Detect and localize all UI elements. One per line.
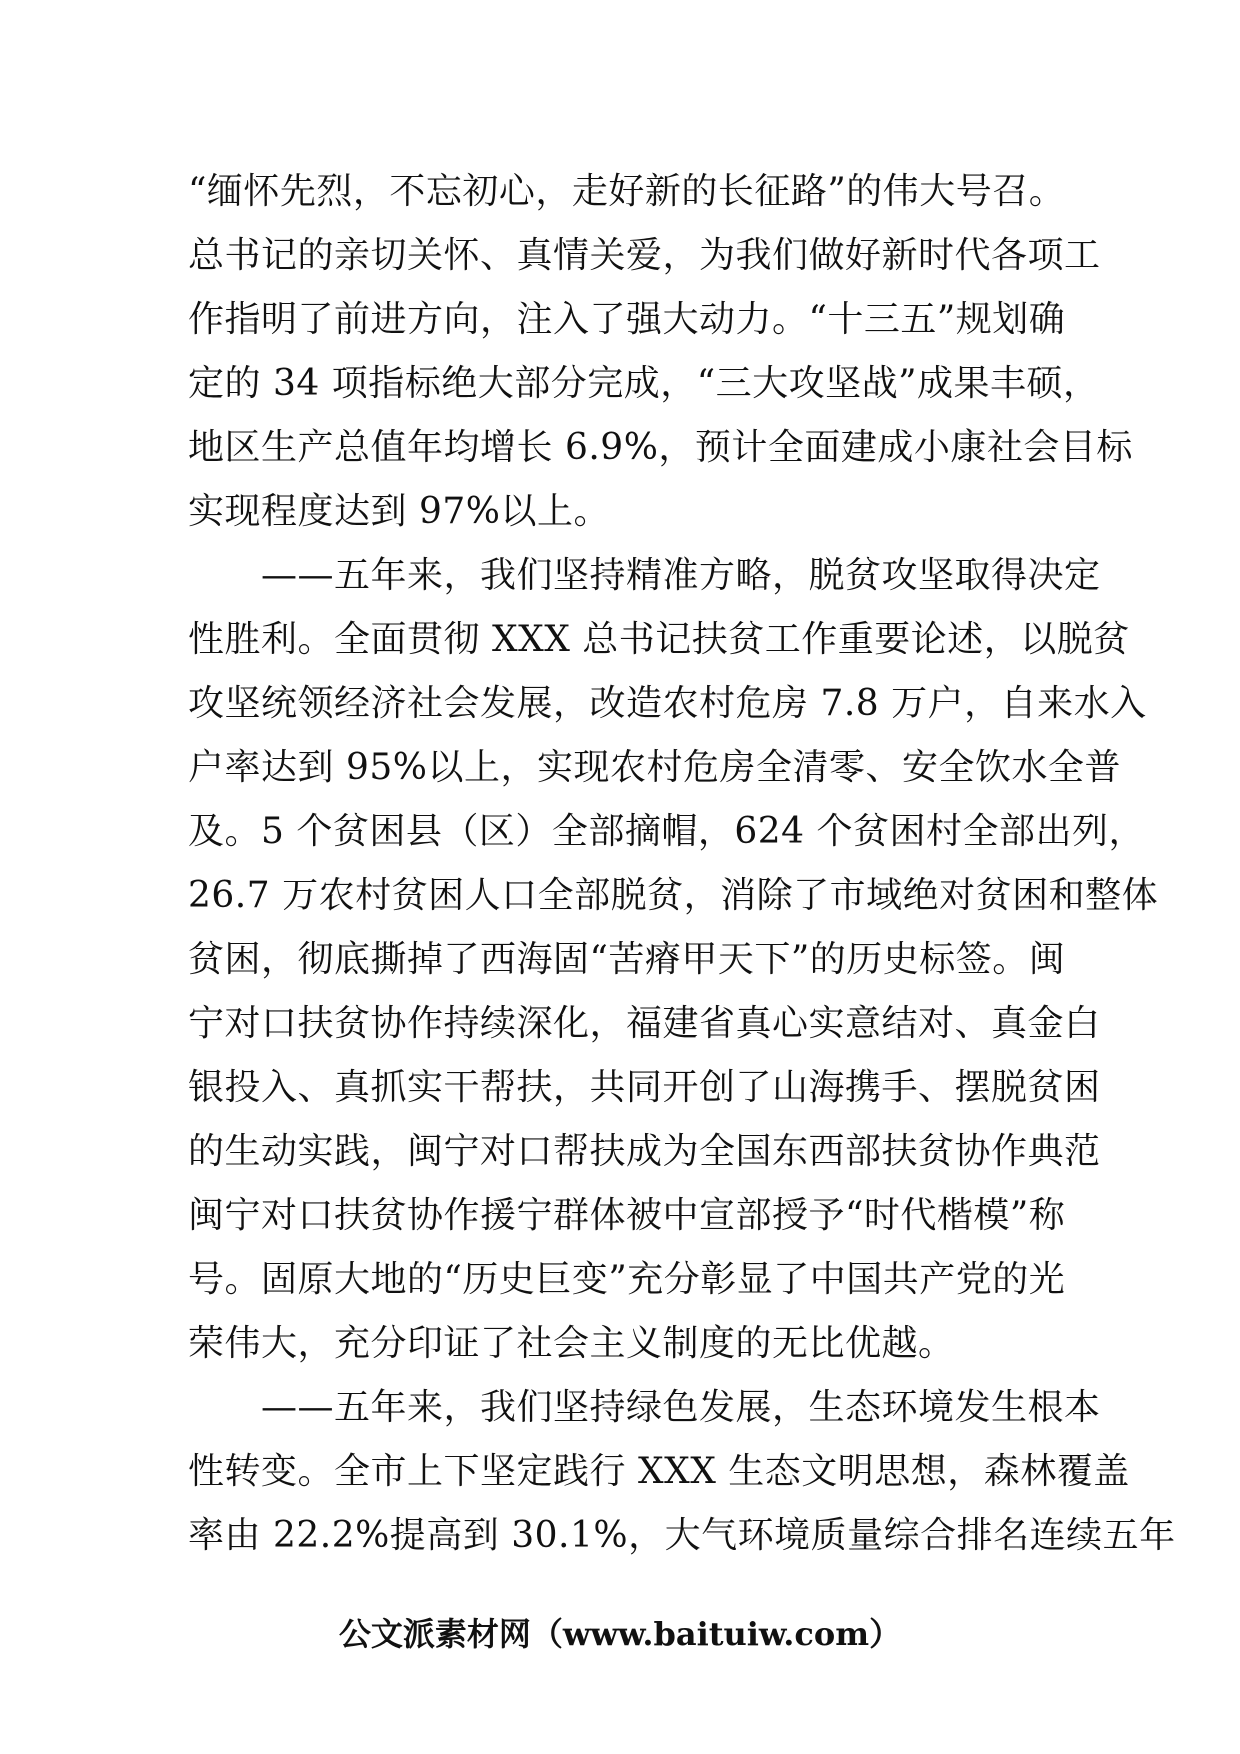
text-line: 荣伟大，充分印证了社会主义制度的无比优越。 bbox=[188, 1323, 955, 1364]
text-line: 实现程度达到 97%以上。 bbox=[188, 491, 610, 532]
text-line: “缅怀先烈，不忘初心，走好新的长征路”的伟大号召。 bbox=[188, 171, 1066, 212]
paragraph-start-line: ——五年来，我们坚持精准方略，脱贫攻坚取得决定 bbox=[188, 555, 1101, 596]
text-line: 宁对口扶贫协作持续深化，福建省真心实意结对、真金白 bbox=[188, 1003, 1101, 1044]
text-line: 地区生产总值年均增长 6.9%，预计全面建成小康社会目标 bbox=[188, 427, 1133, 468]
text-line: 26.7 万农村贫困人口全部脱贫，消除了市域绝对贫困和整体 bbox=[188, 875, 1159, 916]
text-line: 的生动实践，闽宁对口帮扶成为全国东西部扶贫协作典范 bbox=[188, 1131, 1101, 1172]
text-line: 性转变。全市上下坚定践行 XXX 生态文明思想，森林覆盖 bbox=[188, 1451, 1130, 1492]
text-line: 闽宁对口扶贫协作援宁群体被中宣部授予“时代楷模”称 bbox=[188, 1195, 1066, 1236]
text-line: 贫困，彻底撕掉了西海固“苦瘠甲天下”的历史标签。闽 bbox=[188, 939, 1066, 980]
footer-watermark: 公文派素材网（www.baituiw.com） bbox=[338, 1615, 902, 1653]
text-line: 定的 34 项指标绝大部分完成，“三大攻坚战”成果丰硕， bbox=[188, 363, 1100, 404]
text-line: 攻坚统领经济社会发展，改造农村危房 7.8 万户，自来水入 bbox=[188, 683, 1147, 724]
text-line: 银投入、真抓实干帮扶，共同开创了山海携手、摆脱贫困 bbox=[188, 1067, 1101, 1108]
text-line: 及。5 个贫困县（区）全部摘帽，624 个贫困村全部出列， bbox=[188, 811, 1146, 852]
text-line: 性胜利。全面贯彻 XXX 总书记扶贫工作重要论述，以脱贫 bbox=[188, 619, 1130, 660]
body-text bbox=[188, 160, 1176, 1568]
text-line: 总书记的亲切关怀、真情关爱，为我们做好新时代各项工 bbox=[188, 235, 1101, 276]
text-line: 号。固原大地的“历史巨变”充分彰显了中国共产党的光 bbox=[188, 1259, 1066, 1300]
text-line: 作指明了前进方向，注入了强大动力。“十三五”规划确 bbox=[188, 299, 1066, 340]
paragraph-start-line: ——五年来，我们坚持绿色发展，生态环境发生根本 bbox=[188, 1387, 1101, 1428]
text-line: 户率达到 95%以上，实现农村危房全清零、安全饮水全普 bbox=[188, 747, 1121, 788]
text-line: 率由 22.2%提高到 30.1%，大气环境质量综合排名连续五年 bbox=[188, 1515, 1176, 1556]
